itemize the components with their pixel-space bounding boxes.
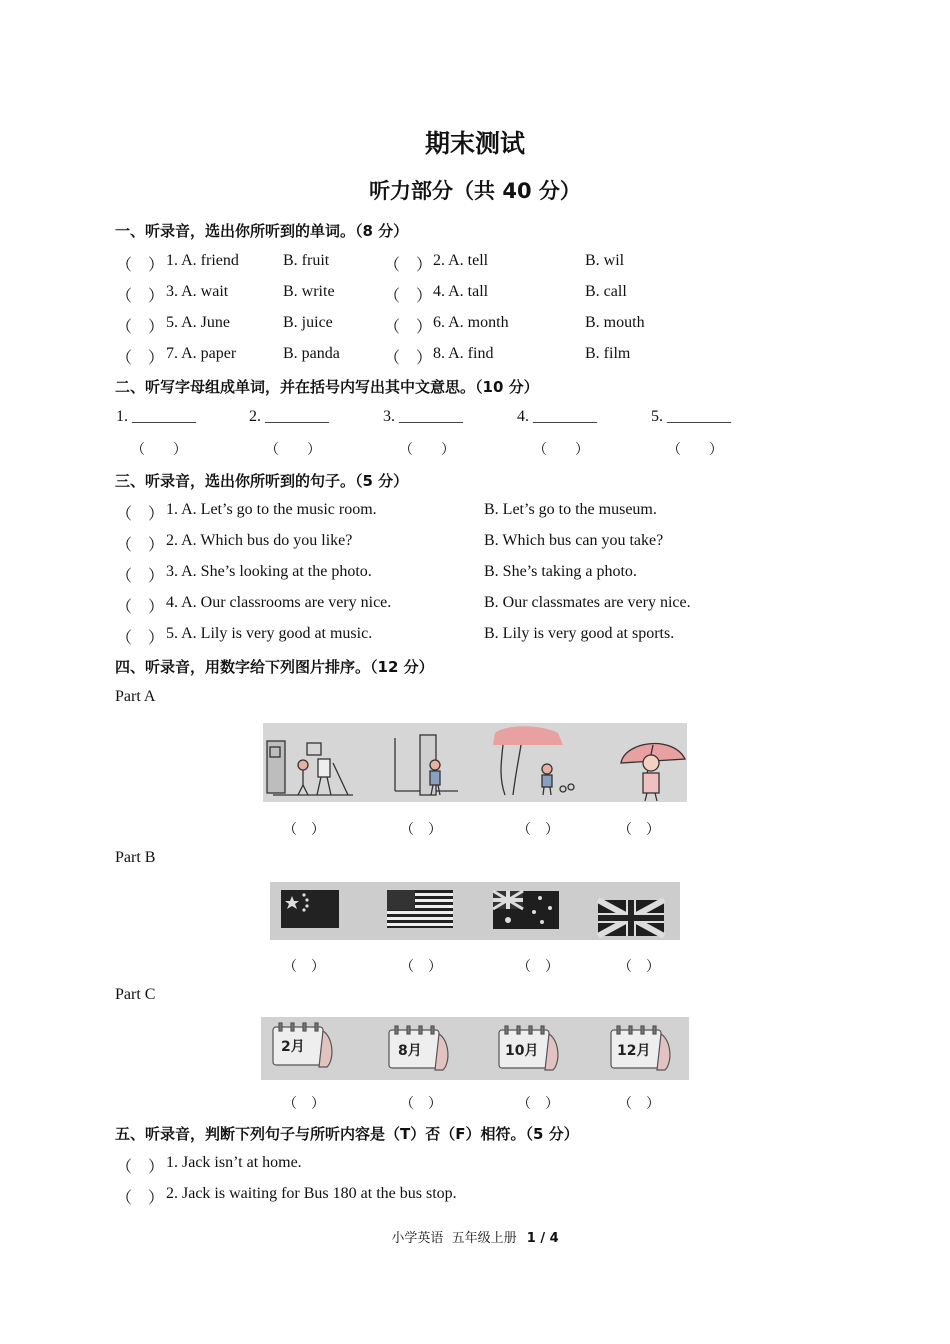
order-paren: （ ） — [517, 960, 559, 975]
part-a-picture-strip — [263, 723, 687, 802]
sentence-option-b: B. Let’s go to the museum. — [484, 501, 657, 518]
uk-flag-icon — [598, 900, 664, 936]
footer-page-number: 1 / 4 — [526, 1231, 559, 1246]
question-option-b: B. film — [585, 345, 631, 362]
sentence-option-b: B. Our classmates are very nice. — [484, 594, 691, 611]
order-paren: （ ） — [618, 823, 660, 838]
question-option-a: 7. A. paper — [166, 345, 237, 362]
sentence-option-a: 1. A. Let’s go to the music room. — [166, 501, 377, 518]
order-paren: （ ） — [400, 823, 442, 838]
meaning-paren: （ ） — [131, 443, 187, 458]
part-b-label: Part B — [115, 849, 156, 866]
umbrella-scene-picture — [621, 744, 685, 801]
footer-subject: 小学英语 五年级上册 — [391, 1231, 517, 1246]
tree-scene-picture — [493, 726, 574, 795]
answer-paren: （ ） — [116, 506, 165, 523]
question-option-a: 2. A. tell — [433, 252, 489, 269]
dictation-blank: 1. ________ — [116, 408, 196, 425]
order-paren: （ ） — [283, 960, 325, 975]
sentence-option-a: 2. A. Which bus do you like? — [166, 532, 353, 549]
meaning-paren: （ ） — [399, 443, 455, 458]
sentence-option-b: B. Lily is very good at sports. — [484, 625, 675, 642]
meaning-paren: （ ） — [533, 443, 589, 458]
calendar-month-label: 10月 — [505, 1043, 539, 1059]
order-paren: （ ） — [400, 960, 442, 975]
statement-text: 1. Jack isn’t at home. — [166, 1154, 302, 1171]
sentence-option-a: 4. A. Our classrooms are very nice. — [166, 594, 392, 611]
section-4-heading: 四、听录音，用数字给下列图片排序。（12 分） — [115, 658, 434, 676]
answer-paren: （ ） — [116, 599, 165, 616]
question-option-a: 1. A. friend — [166, 252, 239, 269]
answer-paren: （ ） — [384, 288, 433, 305]
page-footer — [0, 1227, 950, 1246]
australia-flag-icon — [493, 891, 559, 929]
question-option-b: B. panda — [283, 345, 340, 362]
question-option-a: 3. A. wait — [166, 283, 229, 300]
usa-flag-icon — [387, 890, 453, 928]
question-option-a: 4. A. tall — [433, 283, 489, 300]
order-paren: （ ） — [283, 1097, 325, 1112]
section-3-heading: 三、听录音，选出你所听到的句子。（5 分） — [115, 472, 409, 490]
dictation-blank: 4. ________ — [517, 408, 597, 425]
answer-paren: （ ） — [116, 350, 165, 367]
answer-paren: （ ） — [116, 319, 165, 336]
order-paren: （ ） — [517, 823, 559, 838]
section-5-heading: 五、听录音，判断下列句子与所听内容是（T）否（F）相符。（5 分） — [115, 1125, 579, 1143]
section-2-heading: 二、听写字母组成单词，并在括号内写出其中文意思。（10 分） — [115, 378, 539, 396]
classroom-scene-picture — [267, 741, 353, 795]
question-option-b: B. call — [585, 283, 627, 300]
question-option-b: B. wil — [585, 252, 625, 269]
calendar-month-label: 12月 — [617, 1043, 651, 1059]
sentence-option-a: 5. A. Lily is very good at music. — [166, 625, 373, 642]
answer-paren: （ ） — [116, 630, 165, 647]
section-1-heading: 一、听录音，选出你所听到的单词。（8 分） — [115, 222, 409, 240]
order-paren: （ ） — [400, 1097, 442, 1112]
order-paren: （ ） — [283, 823, 325, 838]
meaning-paren: （ ） — [667, 443, 723, 458]
answer-paren: （ ） — [116, 288, 165, 305]
sentence-option-a: 3. A. She’s looking at the photo. — [166, 563, 372, 580]
question-option-b: B. write — [283, 283, 335, 300]
part-b-flag-strip — [270, 882, 680, 940]
question-option-a: 5. A. June — [166, 314, 230, 331]
question-option-b: B. juice — [283, 314, 333, 331]
question-option-a: 8. A. find — [433, 345, 494, 362]
question-option-b: B. mouth — [585, 314, 645, 331]
calendar-month-label: 8月 — [398, 1043, 422, 1059]
sentence-option-b: B. Which bus can you take? — [484, 532, 664, 549]
china-flag-icon — [281, 890, 339, 928]
answer-paren: （ ） — [116, 537, 165, 554]
question-option-b: B. fruit — [283, 252, 330, 269]
door-scene-picture — [395, 735, 458, 795]
part-c-label: Part C — [115, 986, 156, 1003]
answer-paren: （ ） — [116, 257, 165, 274]
answer-paren: （ ） — [116, 1190, 165, 1207]
dictation-blank: 2. ________ — [249, 408, 329, 425]
answer-paren: （ ） — [116, 1159, 165, 1176]
meaning-paren: （ ） — [265, 443, 321, 458]
order-paren: （ ） — [517, 1097, 559, 1112]
sentence-option-b: B. She’s taking a photo. — [484, 563, 637, 580]
dictation-blank: 5. ________ — [651, 408, 731, 425]
dictation-blank: 3. ________ — [383, 408, 463, 425]
calendar-month-label: 2月 — [281, 1039, 305, 1055]
order-paren: （ ） — [618, 960, 660, 975]
answer-paren: （ ） — [384, 257, 433, 274]
answer-paren: （ ） — [384, 350, 433, 367]
answer-paren: （ ） — [116, 568, 165, 585]
statement-text: 2. Jack is waiting for Bus 180 at the bus stop. — [166, 1185, 457, 1202]
section-subtitle: 听力部分（共 40 分） — [369, 179, 581, 203]
answer-paren: （ ） — [384, 319, 433, 336]
order-paren: （ ） — [618, 1097, 660, 1112]
part-c-calendar-strip — [261, 1017, 689, 1080]
page-title: 期末测试 — [424, 129, 525, 158]
question-option-a: 6. A. month — [433, 314, 509, 331]
part-a-label: Part A — [115, 688, 156, 705]
